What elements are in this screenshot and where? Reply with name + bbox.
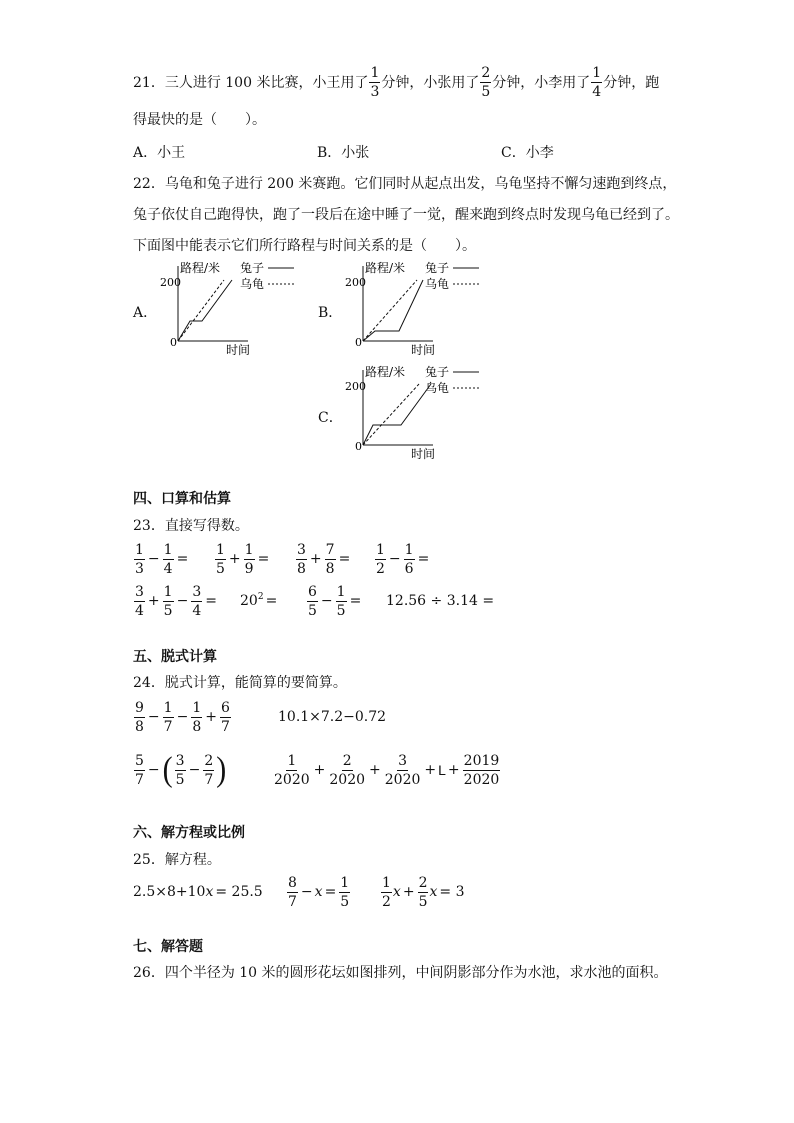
q25-prompt: 25．解方程。 [133,852,221,868]
q26-text: 26．四个半径为 10 米的圆形花坛如图排列，中间阴影部分作为水池，求水池的面积。 [133,965,668,981]
section-5-title: 五、脱式计算 [133,649,217,665]
q21-line2: 得最快的是（ ）。 [133,112,266,128]
q24-expr-1: $\frac{9}{8}$ − $\frac{1}{7}$ − $\frac{1}{8}$ + $\frac{6}{7}$ [135,699,230,735]
q22-option-b-label: B． [318,305,343,321]
q23-expr-4: $\frac{1}{2}$ − $\frac{1}{6}$ = [376,541,430,577]
graph-a-ylabel: 路程/米 [180,261,221,275]
q23-prompt: 23．直接写得数。 [133,518,249,534]
q24-expr-2: 10.1×7.2−0.72 [278,709,387,725]
q21-text-2: 分钟，小张用了 [381,75,480,91]
graph-b-ylabel: 路程/米 [365,261,406,275]
q21-text-3: 分钟，小李用了 [492,75,591,91]
q23-expr-3: $\frac{3}{8}$ + $\frac{7}{8}$ = [297,541,351,577]
q24-expr-4: $\frac{1}{2020}$ + $\frac{2}{2020}$ + $\frac{3}{2020}$ + L + $\frac{2019}{2020}$ [274,752,500,788]
graph-c-rabbit-line [363,384,431,445]
q21-line1 [133,62,659,102]
graph-a [160,258,310,358]
graph-b [345,258,495,358]
graph-a-ytick: 200 [160,276,181,289]
graph-b-rabbit-line [363,280,423,341]
graph-b-legend-rabbit: 兔子 [425,261,450,275]
graph-a-legend-turtle: 乌龟 [240,277,265,291]
q23-expr-1: $\frac{1}{3}$ − $\frac{1}{4}$ = [135,541,189,577]
q21-fraction-2: $\frac{2}{5}$ [481,64,491,100]
q22-option-c-label: C． [318,410,343,426]
graph-a-turtle-line [178,280,224,341]
q23-expr-2: $\frac{1}{5}$ + $\frac{1}{9}$ = [216,541,270,577]
graph-b-ytick: 200 [345,276,366,289]
q21-fraction-1: $\frac{1}{3}$ [370,64,380,100]
q24-prompt: 24．脱式计算，能简算的要简算。 [133,675,347,691]
q25-eq-2: $\frac{8}{7}$ − x = $\frac{1}{5}$ [288,874,350,910]
q22-line2: 兔子依仗自己跑得快，跑了一段后在途中睡了一觉，醒来跑到终点时发现乌龟已经到了。 [133,207,679,223]
graph-c-legend-turtle: 乌龟 [425,381,450,395]
q24-expr-3: $\frac{5}{7}$ − ( $\frac{3}{5}$ − $\frac{2}{7}$ ) [135,750,227,789]
section-6-title: 六、解方程或比例 [133,825,245,841]
q22-line3: 下面图中能表示它们所行路程与时间关系的是（ ）。 [133,238,476,254]
graph-c [345,362,495,462]
q21-option-b: B．小张 [317,145,370,161]
q21-option-c: C．小李 [501,145,554,161]
q25-eq-3: $\frac{1}{2}$ x + $\frac{2}{5}$ x = 3 [382,874,465,910]
graph-c-ylabel: 路程/米 [365,365,406,379]
graph-a-origin: 0 [170,336,177,349]
q25-eq-1: 2.5×8+10 x = 25.5 [133,884,263,900]
graph-a-rabbit-line [178,280,232,341]
graph-b-origin: 0 [355,336,362,349]
q23-expr-8: 12.56 ÷ 3.14 = [386,593,495,609]
q22-line1: 22．乌龟和兔子进行 200 米赛跑。它们同时从起点出发，乌龟坚持不懈匀速跑到终点， [133,176,677,192]
graph-c-origin: 0 [355,440,362,453]
graph-c-ytick: 200 [345,380,366,393]
q23-expr-6: 20 $^2$ = [240,592,278,609]
graph-c-legend-rabbit: 兔子 [425,365,450,379]
q23-expr-7: $\frac{6}{5}$ − $\frac{1}{5}$ = [308,583,362,619]
q21-option-a: A．小王 [133,145,186,161]
graph-a-xlabel: 时间 [226,343,251,357]
graph-b-legend-turtle: 乌龟 [425,277,450,291]
section-4-title: 四、口算和估算 [133,491,231,507]
q21-number: 21． [133,75,165,91]
graph-b-xlabel: 时间 [411,343,436,357]
q22-option-a-label: A． [133,305,158,321]
q21-text-4: 分钟，跑 [603,75,660,91]
graph-c-turtle-line [363,384,419,445]
q23-expr-5: $\frac{3}{4}$ + $\frac{1}{5}$ − $\frac{3}{4}$ = [135,583,217,619]
graph-c-xlabel: 时间 [411,447,436,461]
q21-text-1: 三人进行 100 米比赛，小王用了 [164,75,369,91]
graph-a-legend-rabbit: 兔子 [240,261,265,275]
section-7-title: 七、解答题 [133,939,203,955]
q21-fraction-3: $\frac{1}{4}$ [592,64,602,100]
